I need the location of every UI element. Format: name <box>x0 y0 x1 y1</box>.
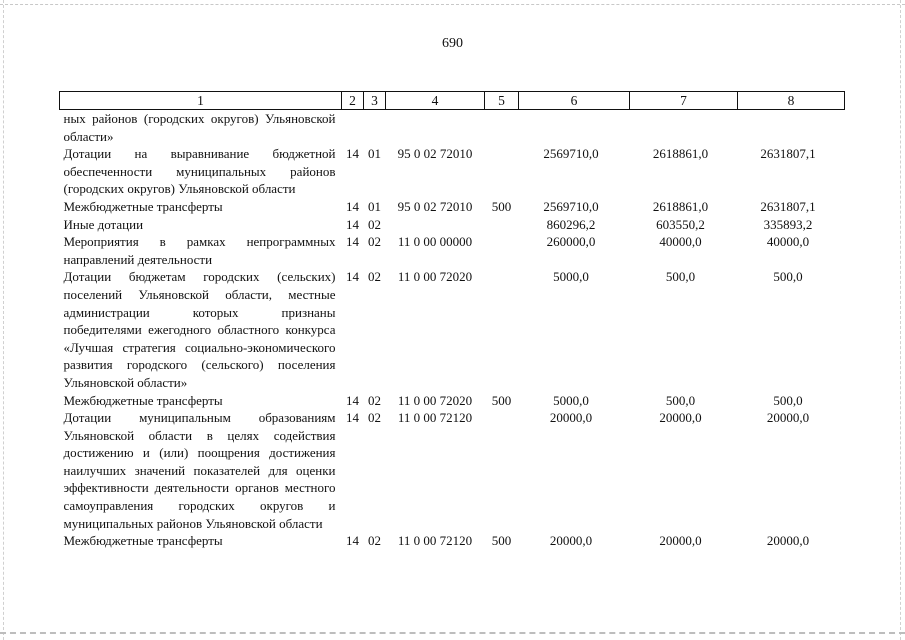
header-col-5: 5 <box>485 92 519 110</box>
cell-section: 14 <box>346 269 359 285</box>
cell-expense-type <box>485 268 519 391</box>
header-col-2: 2 <box>342 92 364 110</box>
header-col-3: 3 <box>364 92 386 110</box>
cell-expense-type <box>485 233 519 268</box>
table-header <box>60 92 845 110</box>
scan-edge-top <box>0 4 905 5</box>
cell-expense-type <box>485 216 519 234</box>
cell-amount-col-6: 2569710,0 <box>543 146 599 162</box>
cell-target-article: 95 0 02 72010 <box>397 146 473 162</box>
cell-target-article: 11 0 00 72120 <box>397 533 473 549</box>
page-number: 690 <box>442 36 463 51</box>
row-description: Дотации муниципальным образованиям Ульяновской области в целях содействия достижению и (или) поощрения достижения наилучших значений показателей для оценки эффективности деятельности органов местного самоуправления городских округов и муниципальных районов Ульяновской области <box>63 410 336 531</box>
cell-amount-col-6 <box>519 110 630 146</box>
table-row <box>60 532 845 550</box>
cell-subsection: 02 <box>368 533 381 549</box>
header-col-1: 1 <box>60 92 342 110</box>
cell-amount-col-8: 20000,0 <box>766 410 810 426</box>
cell-amount-col-6: 20000,0 <box>549 533 593 549</box>
cell-target-article: 11 0 00 72020 <box>397 269 473 285</box>
table-row <box>60 392 845 410</box>
cell-amount-col-8: 335893,2 <box>763 216 813 232</box>
row-description: Межбюджетные трансферты <box>63 533 223 549</box>
cell-expense-type <box>485 409 519 532</box>
cell-section: 14 <box>346 216 359 232</box>
cell-expense-type: 500 <box>491 533 512 549</box>
budget-table <box>59 91 845 550</box>
cell-amount-col-8: 500,0 <box>773 392 803 408</box>
table-row <box>60 409 845 532</box>
header-col-4: 4 <box>386 92 485 110</box>
table-row <box>60 110 845 146</box>
cell-subsection: 02 <box>368 392 381 408</box>
cell-amount-col-6: 20000,0 <box>549 410 593 426</box>
table-row <box>60 145 845 198</box>
cell-expense-type: 500 <box>491 392 512 408</box>
cell-section: 14 <box>346 392 359 408</box>
cell-subsection: 01 <box>368 198 381 214</box>
header-col-7: 7 <box>630 92 738 110</box>
row-description: ных районов (городских округов) Ульяновской области» <box>63 111 336 144</box>
cell-subsection: 02 <box>368 234 381 250</box>
cell-amount-col-8: 40000,0 <box>766 234 810 250</box>
table-row <box>60 198 845 216</box>
cell-amount-col-7: 603550,2 <box>656 216 705 232</box>
cell-section: 14 <box>346 410 359 426</box>
scan-edge-bottom <box>0 632 905 634</box>
scan-edge-left <box>3 0 4 640</box>
cell-subsection: 01 <box>368 146 381 162</box>
cell-target-article <box>386 110 485 146</box>
cell-target-article: 11 0 00 00000 <box>397 234 473 250</box>
cell-amount-col-7: 40000,0 <box>659 234 702 250</box>
cell-target-article: 11 0 00 72120 <box>397 410 473 426</box>
cell-subsection: 02 <box>368 269 381 285</box>
cell-section: 14 <box>346 234 359 250</box>
cell-subsection <box>364 110 386 146</box>
cell-amount-col-7: 2618861,0 <box>652 146 709 162</box>
cell-section: 14 <box>346 198 359 214</box>
table-row <box>60 233 845 268</box>
cell-amount-col-6: 2569710,0 <box>543 198 599 214</box>
row-description: Мероприятия в рамках непрограммных направлений деятельности <box>63 234 336 267</box>
cell-amount-col-8: 2631807,1 <box>760 198 816 214</box>
table-row <box>60 216 845 234</box>
table-row <box>60 268 845 391</box>
row-description: Дотации на выравнивание бюджетной обеспеченности муниципальных районов (городских округов) Ульяновской области <box>63 146 336 197</box>
header-col-6: 6 <box>519 92 630 110</box>
row-description: Иные дотации <box>63 216 144 232</box>
cell-amount-col-6: 5000,0 <box>553 269 589 285</box>
cell-expense-type: 500 <box>491 198 512 214</box>
cell-amount-col-7: 20000,0 <box>659 410 702 426</box>
cell-amount-col-7: 500,0 <box>665 269 696 285</box>
cell-amount-col-7: 2618861,0 <box>652 198 709 214</box>
row-description: Дотации бюджетам городских (сельских) поселений Ульяновской области, местные администрации которых признаны победителями ежегодного областного конкурса «Лучшая стратегия социально-экономического развития городского (сельского) поселения Ульяновской области» <box>63 269 336 390</box>
header-col-8: 8 <box>738 92 845 110</box>
scan-edge-right <box>900 0 901 640</box>
cell-expense-type <box>485 110 519 146</box>
cell-amount-col-6: 5000,0 <box>553 392 589 408</box>
cell-section: 14 <box>346 146 359 162</box>
cell-section <box>342 110 364 146</box>
cell-section: 14 <box>346 533 359 549</box>
cell-amount-col-8: 20000,0 <box>766 533 810 549</box>
row-description: Межбюджетные трансферты <box>63 392 223 408</box>
cell-subsection: 02 <box>368 410 381 426</box>
cell-amount-col-8: 500,0 <box>773 269 803 285</box>
cell-amount-col-8: 2631807,1 <box>760 146 816 162</box>
cell-amount-col-7: 500,0 <box>665 392 696 408</box>
cell-amount-col-8 <box>738 110 845 146</box>
header-row <box>60 92 845 110</box>
cell-target-article: 11 0 00 72020 <box>397 392 473 408</box>
cell-expense-type <box>485 145 519 198</box>
cell-amount-col-7: 20000,0 <box>659 533 702 549</box>
row-description: Межбюджетные трансферты <box>63 198 223 214</box>
cell-amount-col-6: 860296,2 <box>546 216 596 232</box>
cell-target-article: 95 0 02 72010 <box>397 198 473 214</box>
table-body <box>60 110 845 550</box>
cell-amount-col-6: 260000,0 <box>546 234 596 250</box>
cell-subsection: 02 <box>368 216 381 232</box>
cell-target-article <box>386 216 485 234</box>
cell-amount-col-7 <box>630 110 738 146</box>
